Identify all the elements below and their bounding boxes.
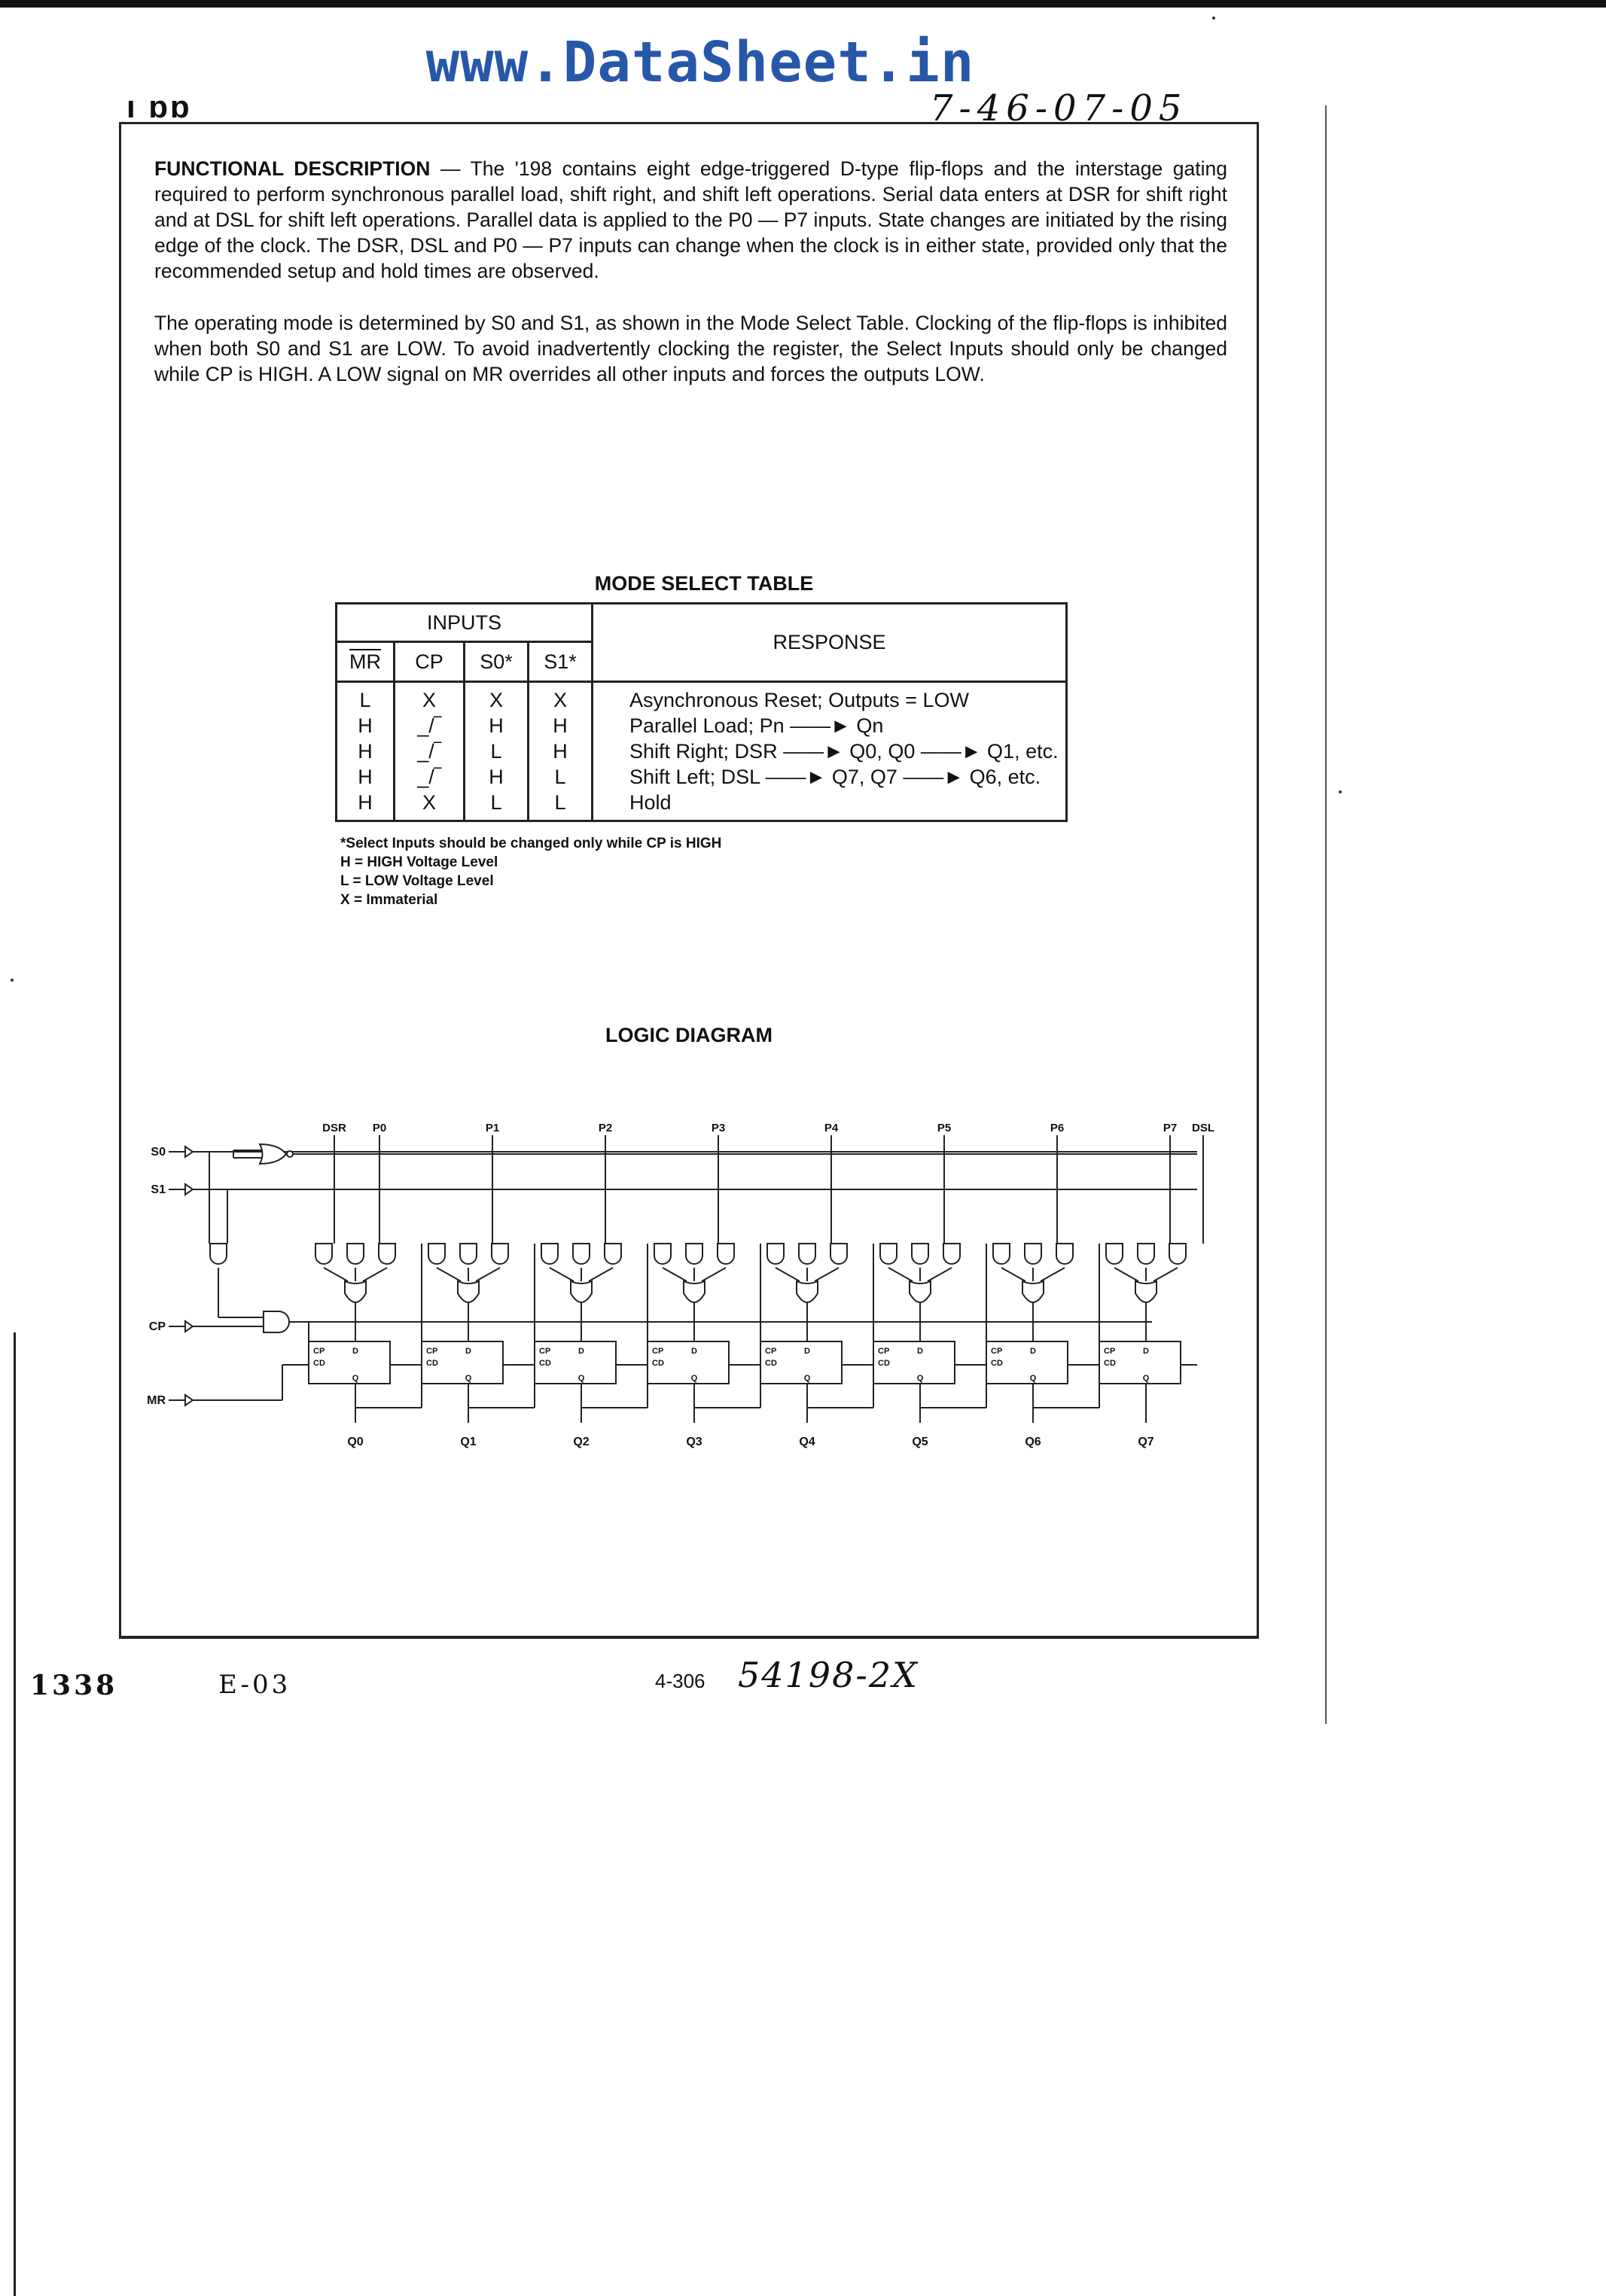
stage-and-gate bbox=[460, 1244, 477, 1264]
wire bbox=[888, 1268, 913, 1281]
stage-and-gate bbox=[1138, 1244, 1154, 1264]
input-buffer bbox=[185, 1146, 193, 1157]
ff-cd-label: CD bbox=[878, 1359, 890, 1368]
output-label-q1: Q1 bbox=[460, 1436, 477, 1448]
functional-paragraph-1: — The '198 contains eight edge-triggered D-type flip-flops and the interstage gating required to perform synchronous parallel load, shift right, and shift left operations. Serial data enters at DSR for shift right and at DSL for shift left operations. Parallel data is applied to the P0 — P7 inputs. State changes are initiated by the rising edge of the clock. The DSR, DSL and P0 — P7 inputs can change when the clock is in either state, provided only that the recommended setup and hold times are observed. bbox=[154, 157, 1228, 282]
functional-paragraph-2: The operating mode is determined by S0 and S1, as shown in the Mode Select Table. Clocking of the flip-flops is inhibited when both S0 and S1 are LOW. To avoid inadvertently clocking the register, the Select Inputs should only be changed while CP is HIGH. A LOW signal on MR overrides all other inputs and forces the outputs LOW. bbox=[154, 312, 1227, 385]
clock-enable-and bbox=[210, 1244, 227, 1264]
input-label-s1: S1 bbox=[151, 1183, 166, 1196]
stage-and-gate bbox=[830, 1244, 847, 1264]
wire bbox=[363, 1268, 387, 1281]
header-right-handwriting: 7-46-07-05 bbox=[930, 87, 1188, 129]
note-high: H = HIGH Voltage Level bbox=[340, 854, 498, 870]
ff-cd-label: CD bbox=[991, 1359, 1003, 1368]
footer-code-2: E-03 bbox=[218, 1670, 291, 1700]
stage-and-gate bbox=[573, 1244, 590, 1264]
stage-and-gate bbox=[654, 1244, 671, 1264]
stage-and-gate bbox=[1025, 1244, 1041, 1264]
top-label-p1: P1 bbox=[485, 1122, 500, 1134]
wire bbox=[1041, 1268, 1065, 1281]
stage-or-gate bbox=[684, 1281, 705, 1302]
ff-cp-label: CP bbox=[652, 1347, 664, 1356]
ff-cd-label: CD bbox=[539, 1359, 551, 1368]
top-label-p5: P5 bbox=[937, 1122, 952, 1134]
top-label-p2: P2 bbox=[598, 1122, 613, 1134]
ff-q-label: Q bbox=[465, 1374, 472, 1383]
top-label-p3: P3 bbox=[711, 1122, 726, 1134]
wire bbox=[1001, 1268, 1025, 1281]
clock-and-gate bbox=[264, 1311, 289, 1332]
wire bbox=[550, 1268, 574, 1281]
mode-select-table bbox=[335, 602, 1068, 822]
output-label-q6: Q6 bbox=[1025, 1436, 1041, 1448]
ff-q-label: Q bbox=[577, 1374, 585, 1383]
col-cp-values: X _/‾ _/‾ _/‾ X bbox=[395, 682, 465, 821]
scan-speck bbox=[11, 979, 14, 982]
output-label-q2: Q2 bbox=[573, 1436, 590, 1448]
top-label-dsr: DSR bbox=[322, 1122, 346, 1134]
wire bbox=[476, 1268, 500, 1281]
inputs-header: INPUTS bbox=[337, 604, 593, 642]
stage-and-gate bbox=[993, 1244, 1010, 1264]
top-label-p7: P7 bbox=[1163, 1122, 1178, 1134]
wire bbox=[776, 1268, 800, 1281]
response-row: Hold bbox=[629, 791, 672, 814]
note-low: L = LOW Voltage Level bbox=[340, 873, 494, 889]
top-label-p4: P4 bbox=[824, 1122, 839, 1134]
note-immaterial: X = Immaterial bbox=[340, 892, 438, 908]
input-buffer bbox=[185, 1184, 193, 1195]
stage-and-gate bbox=[767, 1244, 784, 1264]
stage-and-gate bbox=[943, 1244, 960, 1264]
top-label-p0: P0 bbox=[372, 1122, 387, 1134]
output-label-q4: Q4 bbox=[799, 1436, 815, 1448]
ff-cp-label: CP bbox=[539, 1347, 551, 1356]
ff-d-label: D bbox=[917, 1347, 923, 1356]
scan-right-edge bbox=[1325, 105, 1327, 1724]
ff-cp-label: CP bbox=[765, 1347, 777, 1356]
stage-and-gate bbox=[379, 1244, 395, 1264]
page-number: 4-306 bbox=[655, 1670, 705, 1692]
output-label-q0: Q0 bbox=[347, 1436, 364, 1448]
wire bbox=[702, 1268, 726, 1281]
response-row: Shift Right; DSR ——► Q0, Q0 ——► Q1, etc. bbox=[629, 740, 1059, 763]
ff-d-label: D bbox=[578, 1347, 584, 1356]
scan-top-border bbox=[0, 0, 1606, 8]
ff-cp-label: CP bbox=[991, 1347, 1003, 1356]
ff-cp-label: CP bbox=[426, 1347, 438, 1356]
functional-description bbox=[154, 156, 1227, 284]
input-label-s0: S0 bbox=[151, 1146, 166, 1159]
stage-and-gate bbox=[605, 1244, 621, 1264]
note-select-inputs: *Select Inputs should be changed only while CP is HIGH bbox=[340, 836, 722, 851]
response-row: Asynchronous Reset; Outputs = LOW bbox=[629, 689, 969, 711]
output-label-q7: Q7 bbox=[1138, 1436, 1154, 1448]
input-buffer bbox=[185, 1395, 193, 1405]
ff-q-label: Q bbox=[690, 1374, 698, 1383]
watermark-url[interactable]: www.DataSheet.in bbox=[425, 30, 975, 95]
scan-left-edge bbox=[14, 1332, 16, 2296]
ff-d-label: D bbox=[465, 1347, 471, 1356]
top-label-dsl: DSL bbox=[1192, 1122, 1214, 1134]
response-row: Parallel Load; Pn ——► Qn bbox=[629, 714, 884, 737]
ff-cd-label: CD bbox=[652, 1359, 664, 1368]
logic-diagram-title: LOGIC DIAGRAM bbox=[605, 1024, 773, 1046]
stage-and-gate bbox=[541, 1244, 558, 1264]
col-s0-values: X H L H L bbox=[465, 682, 529, 821]
stage-or-gate bbox=[1022, 1281, 1044, 1302]
inverter-bubble bbox=[287, 1151, 293, 1157]
input-buffer bbox=[185, 1321, 193, 1332]
input-label-mr: MR bbox=[147, 1394, 166, 1407]
stage-and-gate bbox=[1056, 1244, 1073, 1264]
stage-and-gate bbox=[492, 1244, 508, 1264]
ff-d-label: D bbox=[1143, 1347, 1149, 1356]
ff-cd-label: CD bbox=[1104, 1359, 1116, 1368]
handwritten-part-number: 54198-2X bbox=[738, 1655, 919, 1695]
ff-cd-label: CD bbox=[313, 1359, 325, 1368]
stage-and-gate bbox=[880, 1244, 897, 1264]
stage-and-gate bbox=[718, 1244, 734, 1264]
stage-and-gate bbox=[799, 1244, 815, 1264]
response-list bbox=[593, 682, 1067, 821]
stage-and-gate bbox=[1169, 1244, 1186, 1264]
col-header-mr: $\overline{MR}$ bbox=[349, 650, 381, 673]
col-s1-values: X H H L L bbox=[529, 682, 593, 821]
output-label-q5: Q5 bbox=[912, 1436, 928, 1448]
footer-code-1: 1338 bbox=[30, 1670, 118, 1701]
ff-d-label: D bbox=[1030, 1347, 1036, 1356]
col-header-s1: S1* bbox=[529, 642, 593, 682]
stage-and-gate bbox=[1106, 1244, 1123, 1264]
response-header: RESPONSE bbox=[593, 604, 1067, 682]
ff-cd-label: CD bbox=[426, 1359, 438, 1368]
stage-and-gate bbox=[912, 1244, 928, 1264]
ff-q-label: Q bbox=[352, 1374, 359, 1383]
wire bbox=[663, 1268, 687, 1281]
header-left-scrawl: ı ɒɒ bbox=[126, 89, 192, 124]
ff-d-label: D bbox=[691, 1347, 697, 1356]
col-mr-values: L H H H H bbox=[337, 682, 395, 821]
ff-d-label: D bbox=[352, 1347, 358, 1356]
stage-or-gate bbox=[345, 1281, 366, 1302]
col-header-cp: CP bbox=[395, 642, 465, 682]
stage-or-gate bbox=[571, 1281, 592, 1302]
stage-or-gate bbox=[1135, 1281, 1157, 1302]
table-notes bbox=[340, 834, 721, 909]
stage-and-gate bbox=[686, 1244, 702, 1264]
stage-and-gate bbox=[315, 1244, 332, 1264]
stage-or-gate bbox=[910, 1281, 931, 1302]
wire bbox=[437, 1268, 461, 1281]
input-label-cp: CP bbox=[148, 1320, 166, 1333]
wire bbox=[324, 1268, 348, 1281]
scan-speck bbox=[1339, 790, 1342, 793]
stage-and-gate bbox=[347, 1244, 364, 1264]
stage-or-gate bbox=[458, 1281, 479, 1302]
top-label-p6: P6 bbox=[1050, 1122, 1065, 1134]
ff-cd-label: CD bbox=[765, 1359, 777, 1368]
scan-speck bbox=[1212, 17, 1215, 20]
ff-cp-label: CP bbox=[878, 1347, 890, 1356]
ff-q-label: Q bbox=[916, 1374, 924, 1383]
mode-table-title: MODE SELECT TABLE bbox=[594, 572, 814, 595]
ff-q-label: Q bbox=[1029, 1374, 1037, 1383]
response-row: Shift Left; DSL ——► Q7, Q7 ——► Q6, etc. bbox=[629, 766, 1041, 788]
wire bbox=[928, 1268, 952, 1281]
col-header-s0: S0* bbox=[465, 642, 529, 682]
ff-q-label: Q bbox=[1142, 1374, 1150, 1383]
ff-cp-label: CP bbox=[1104, 1347, 1116, 1356]
functional-heading: FUNCTIONAL DESCRIPTION bbox=[154, 157, 431, 180]
logic-diagram bbox=[147, 1114, 1227, 1460]
wire bbox=[1153, 1268, 1178, 1281]
wire bbox=[589, 1268, 613, 1281]
ff-d-label: D bbox=[804, 1347, 810, 1356]
ff-q-label: Q bbox=[803, 1374, 811, 1383]
wire bbox=[1114, 1268, 1138, 1281]
stage-or-gate bbox=[797, 1281, 818, 1302]
wire bbox=[815, 1268, 839, 1281]
ff-cp-label: CP bbox=[313, 1347, 325, 1356]
stage-and-gate bbox=[428, 1244, 445, 1264]
nor-gate bbox=[260, 1144, 286, 1164]
output-label-q3: Q3 bbox=[686, 1436, 702, 1448]
